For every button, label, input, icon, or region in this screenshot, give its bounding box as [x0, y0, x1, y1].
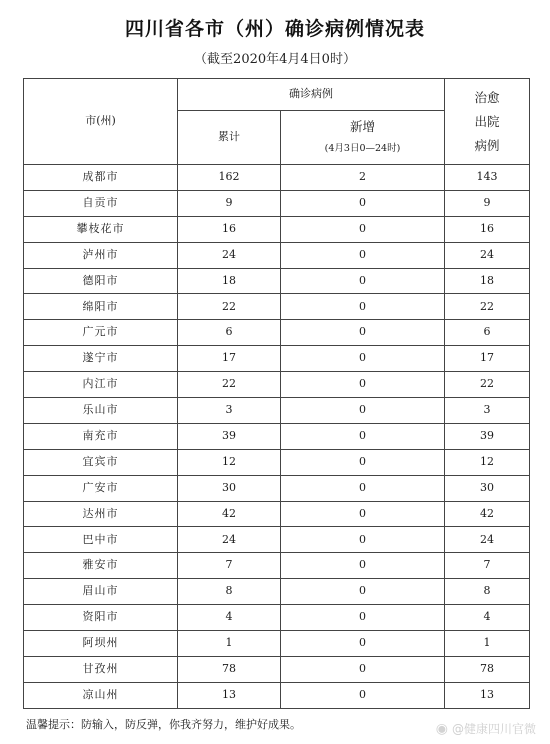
table-row [24, 242, 530, 268]
table-row [24, 605, 530, 631]
cell-recovered: 3 [445, 398, 530, 424]
table-row [24, 579, 530, 605]
header-cumulative: 累计 [178, 111, 281, 165]
cell-new: 0 [281, 631, 445, 657]
cell-recovered: 17 [445, 346, 530, 372]
cell-city: 成都市 [24, 165, 178, 191]
cell-cumulative: 6 [178, 320, 281, 346]
header-new: 新增 [349, 118, 375, 134]
cell-new: 0 [281, 346, 445, 372]
cell-recovered: 39 [445, 423, 530, 449]
cell-cumulative: 3 [178, 398, 281, 424]
cell-city: 广安市 [24, 475, 178, 501]
cell-city: 凉山州 [24, 682, 178, 708]
cell-city: 达州市 [24, 501, 178, 527]
table-row [24, 268, 530, 294]
cell-city: 德阳市 [24, 268, 178, 294]
cell-city: 乐山市 [24, 398, 178, 424]
table-row [24, 216, 530, 242]
cell-recovered: 16 [445, 216, 530, 242]
table-row [24, 682, 530, 708]
cell-new: 0 [281, 579, 445, 605]
header-confirmed: 确诊病例 [178, 79, 445, 111]
cell-new: 0 [281, 242, 445, 268]
watermark-text: @健康四川官微 [451, 722, 536, 736]
cell-city: 绵阳市 [24, 294, 178, 320]
cell-cumulative: 24 [178, 527, 281, 553]
table-row [24, 656, 530, 682]
cell-recovered: 78 [445, 656, 530, 682]
table-body [24, 165, 530, 709]
page-title: 四川省各市（州）确诊病例情况表 [124, 18, 425, 40]
cell-cumulative: 12 [178, 449, 281, 475]
cell-city: 巴中市 [24, 527, 178, 553]
cell-cumulative: 7 [178, 553, 281, 579]
table-row [24, 294, 530, 320]
cell-city: 泸州市 [24, 242, 178, 268]
cell-recovered: 4 [445, 605, 530, 631]
cell-new: 0 [281, 449, 445, 475]
cell-city: 阿坝州 [24, 631, 178, 657]
cell-new: 0 [281, 501, 445, 527]
footer-tip: 温馨提示：防输入，防反弹，你我齐努力，维护好成果。 [26, 718, 301, 731]
table-row [24, 190, 530, 216]
cell-cumulative: 22 [178, 294, 281, 320]
cell-cumulative: 22 [178, 372, 281, 398]
table-row [24, 346, 530, 372]
cell-recovered: 143 [445, 165, 530, 191]
cell-city: 甘孜州 [24, 656, 178, 682]
header-new-range: (4月3日0—24时) [324, 143, 401, 155]
cell-cumulative: 17 [178, 346, 281, 372]
cell-new: 0 [281, 320, 445, 346]
cases-table [23, 78, 530, 709]
cell-cumulative: 18 [178, 268, 281, 294]
cell-new: 0 [281, 605, 445, 631]
cell-new: 0 [281, 268, 445, 294]
watermark [436, 720, 536, 737]
cell-new: 0 [281, 216, 445, 242]
cell-recovered: 12 [445, 449, 530, 475]
cell-recovered: 22 [445, 372, 530, 398]
cell-cumulative: 1 [178, 631, 281, 657]
header-city: 市(州) [24, 79, 178, 165]
header-recovered-line-2: 出院 [474, 113, 500, 129]
page-subtitle: （截至2020年4月4日0时） [194, 52, 356, 67]
cell-new: 0 [281, 372, 445, 398]
cell-new: 2 [281, 165, 445, 191]
cell-cumulative: 30 [178, 475, 281, 501]
table-row [24, 320, 530, 346]
cell-city: 南充市 [24, 423, 178, 449]
header-recovered [445, 79, 530, 165]
table-row [24, 165, 530, 191]
cell-new: 0 [281, 294, 445, 320]
cell-cumulative: 78 [178, 656, 281, 682]
header-new-cell [281, 111, 445, 165]
cell-new: 0 [281, 423, 445, 449]
cell-city: 遂宁市 [24, 346, 178, 372]
cell-recovered: 18 [445, 268, 530, 294]
table-row [24, 423, 530, 449]
cell-recovered: 6 [445, 320, 530, 346]
cell-cumulative: 8 [178, 579, 281, 605]
table-row [24, 553, 530, 579]
cell-city: 自贡市 [24, 190, 178, 216]
cell-city: 雅安市 [24, 553, 178, 579]
cell-recovered: 22 [445, 294, 530, 320]
cell-recovered: 8 [445, 579, 530, 605]
header-recovered-line-1: 治愈 [474, 89, 500, 105]
table-row [24, 449, 530, 475]
cell-city: 眉山市 [24, 579, 178, 605]
cell-city: 资阳市 [24, 605, 178, 631]
cell-new: 0 [281, 656, 445, 682]
cell-recovered: 24 [445, 242, 530, 268]
cell-city: 宜宾市 [24, 449, 178, 475]
cell-cumulative: 4 [178, 605, 281, 631]
table-row [24, 398, 530, 424]
cell-cumulative: 16 [178, 216, 281, 242]
table-row [24, 372, 530, 398]
weibo-icon: ◉ [435, 720, 448, 737]
cell-recovered: 30 [445, 475, 530, 501]
table-row [24, 527, 530, 553]
cell-recovered: 9 [445, 190, 530, 216]
cell-cumulative: 9 [178, 190, 281, 216]
cell-new: 0 [281, 682, 445, 708]
cell-cumulative: 39 [178, 423, 281, 449]
cell-recovered: 24 [445, 527, 530, 553]
cell-new: 0 [281, 190, 445, 216]
cell-cumulative: 24 [178, 242, 281, 268]
cell-new: 0 [281, 527, 445, 553]
header-recovered-line-3: 病例 [474, 137, 500, 153]
cell-new: 0 [281, 553, 445, 579]
cell-recovered: 42 [445, 501, 530, 527]
cell-new: 0 [281, 398, 445, 424]
table-row [24, 501, 530, 527]
cell-cumulative: 162 [178, 165, 281, 191]
table-row [24, 631, 530, 657]
cell-city: 广元市 [24, 320, 178, 346]
cell-city: 内江市 [24, 372, 178, 398]
cell-recovered: 7 [445, 553, 530, 579]
cell-cumulative: 13 [178, 682, 281, 708]
cell-city: 攀枝花市 [24, 216, 178, 242]
table-row [24, 475, 530, 501]
cell-cumulative: 42 [178, 501, 281, 527]
cell-new: 0 [281, 475, 445, 501]
cell-recovered: 1 [445, 631, 530, 657]
cell-recovered: 13 [445, 682, 530, 708]
